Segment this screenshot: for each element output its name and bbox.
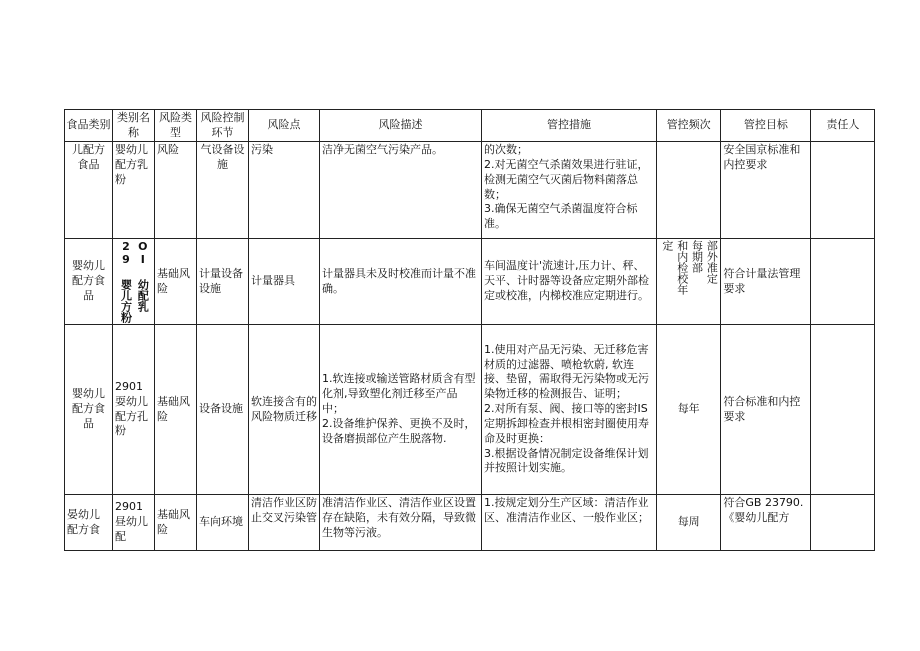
- cell-risk-type: 风险: [155, 142, 197, 239]
- cell-measures: 车间温度计'流速计,压力计、秤、天平、计时器等设备应定期外部检定或校准，内梯校准应定期进行。: [482, 239, 657, 325]
- cell-risk-desc: 洁净无菌空气污染产品。: [320, 142, 482, 239]
- cell-control-link: 设备设施: [197, 325, 249, 495]
- cell-target: 安全国京标准和内控要求: [721, 142, 811, 239]
- cell-owner: [811, 495, 875, 551]
- cell-frequency: 每周: [657, 495, 721, 551]
- table-row: [65, 239, 875, 325]
- cell-measures: 的次数； 2.对无菌空气杀菌效果进行驻证，检测无菌空气灭菌后物料菌落总数； 3.确保无菌空气杀菌温度符合标准。: [482, 142, 657, 239]
- header-risk-type: 风险类型: [155, 110, 197, 142]
- cell-control-link: 气设备设施: [197, 142, 249, 239]
- header-frequency: 管控频次: [657, 110, 721, 142]
- risk-control-table: [64, 109, 875, 551]
- header-measures: 管控措施: [482, 110, 657, 142]
- header-control-link: 风险控制环节: [197, 110, 249, 142]
- cell-frequency: [657, 239, 721, 325]
- cell-risk-point: 清洁作业区防止交叉污染管: [249, 495, 320, 551]
- cell-target: 符合标准和内控要求: [721, 325, 811, 495]
- cell-food-category: 儿配方食品: [65, 142, 113, 239]
- cell-owner: [811, 325, 875, 495]
- cell-frequency: 每年: [657, 325, 721, 495]
- category-name-col1: OI 幼配乳: [136, 240, 150, 312]
- header-risk-point: 风险点: [249, 110, 320, 142]
- frequency-col1: 部外准定: [705, 240, 719, 284]
- table-row: [65, 325, 875, 495]
- cell-control-link: 车向环境: [197, 495, 249, 551]
- cell-owner: [811, 239, 875, 325]
- category-name-col2: 29 婴儿方粉: [119, 240, 133, 323]
- cell-risk-point: 污染: [249, 142, 320, 239]
- cell-food-category: 晏幼儿配方食: [65, 495, 113, 551]
- cell-category-name: 婴幼儿配方乳粉: [113, 142, 155, 239]
- cell-risk-type: 基础风险: [155, 325, 197, 495]
- cell-risk-type: 基础风险: [155, 495, 197, 551]
- cell-risk-point: 计量器具: [249, 239, 320, 325]
- cell-control-link: 计量设备设施: [197, 239, 249, 325]
- cell-food-category: 婴幼儿配方食品: [65, 239, 113, 325]
- header-risk-desc: 风险描述: [320, 110, 482, 142]
- cell-risk-desc: 1.软连接或输送管路材质含有型化剂,导致塑化剂迁移至产品中； 2.设备维护保养、更换不及时，设备磨损部位产生脱落物.: [320, 325, 482, 495]
- header-owner: 责任人: [811, 110, 875, 142]
- cell-risk-point: 软连接含有的风险物质迁移: [249, 325, 320, 495]
- cell-target: 符合计量法管理要求: [721, 239, 811, 325]
- header-target: 管控目标: [721, 110, 811, 142]
- frequency-col3: 和内检校年: [675, 240, 689, 295]
- cell-category-name: 2901昼幼儿配: [113, 495, 155, 551]
- header-category-name: 类别名称: [113, 110, 155, 142]
- frequency-col4: 定: [660, 240, 674, 251]
- cell-risk-desc: 准清洁作业区、清洁作业区设置存在缺陷，未有效分隔，导致微生物等污液。: [320, 495, 482, 551]
- cell-food-category: 婴幼儿配方食品: [65, 325, 113, 495]
- cell-risk-type: 基础风险: [155, 239, 197, 325]
- cell-risk-desc: 计量器具未及时校准而计量不准确。: [320, 239, 482, 325]
- table-row: [65, 142, 875, 239]
- cell-frequency: [657, 142, 721, 239]
- cell-category-name: [113, 239, 155, 325]
- cell-measures: 1.按规定划分生产区域：清洁作业区、准清洁作业区、一般作业区；: [482, 495, 657, 551]
- cell-target: 符合GB 23790.《婴幼儿配方: [721, 495, 811, 551]
- table-header-row: [65, 110, 875, 142]
- frequency-col2: 每期部: [690, 240, 704, 273]
- table-row: [65, 495, 875, 551]
- header-food-category: 食品类别: [65, 110, 113, 142]
- cell-owner: [811, 142, 875, 239]
- cell-category-name: 2901耍幼儿配方孔粉: [113, 325, 155, 495]
- cell-measures: 1.使用对产品无污染、无迁移危害材质的过滤器、喷枪软蔚, 软连接、垫留，需取得无污染物或无污染物迁移的检测报告、证明； 2.对所有泵、阀、接口等的密封IS定期拆卸检查并根相密封圈使用寿命及时更换： 3.根据设备情况制定设备维保计划并按照计划实施。: [482, 325, 657, 495]
